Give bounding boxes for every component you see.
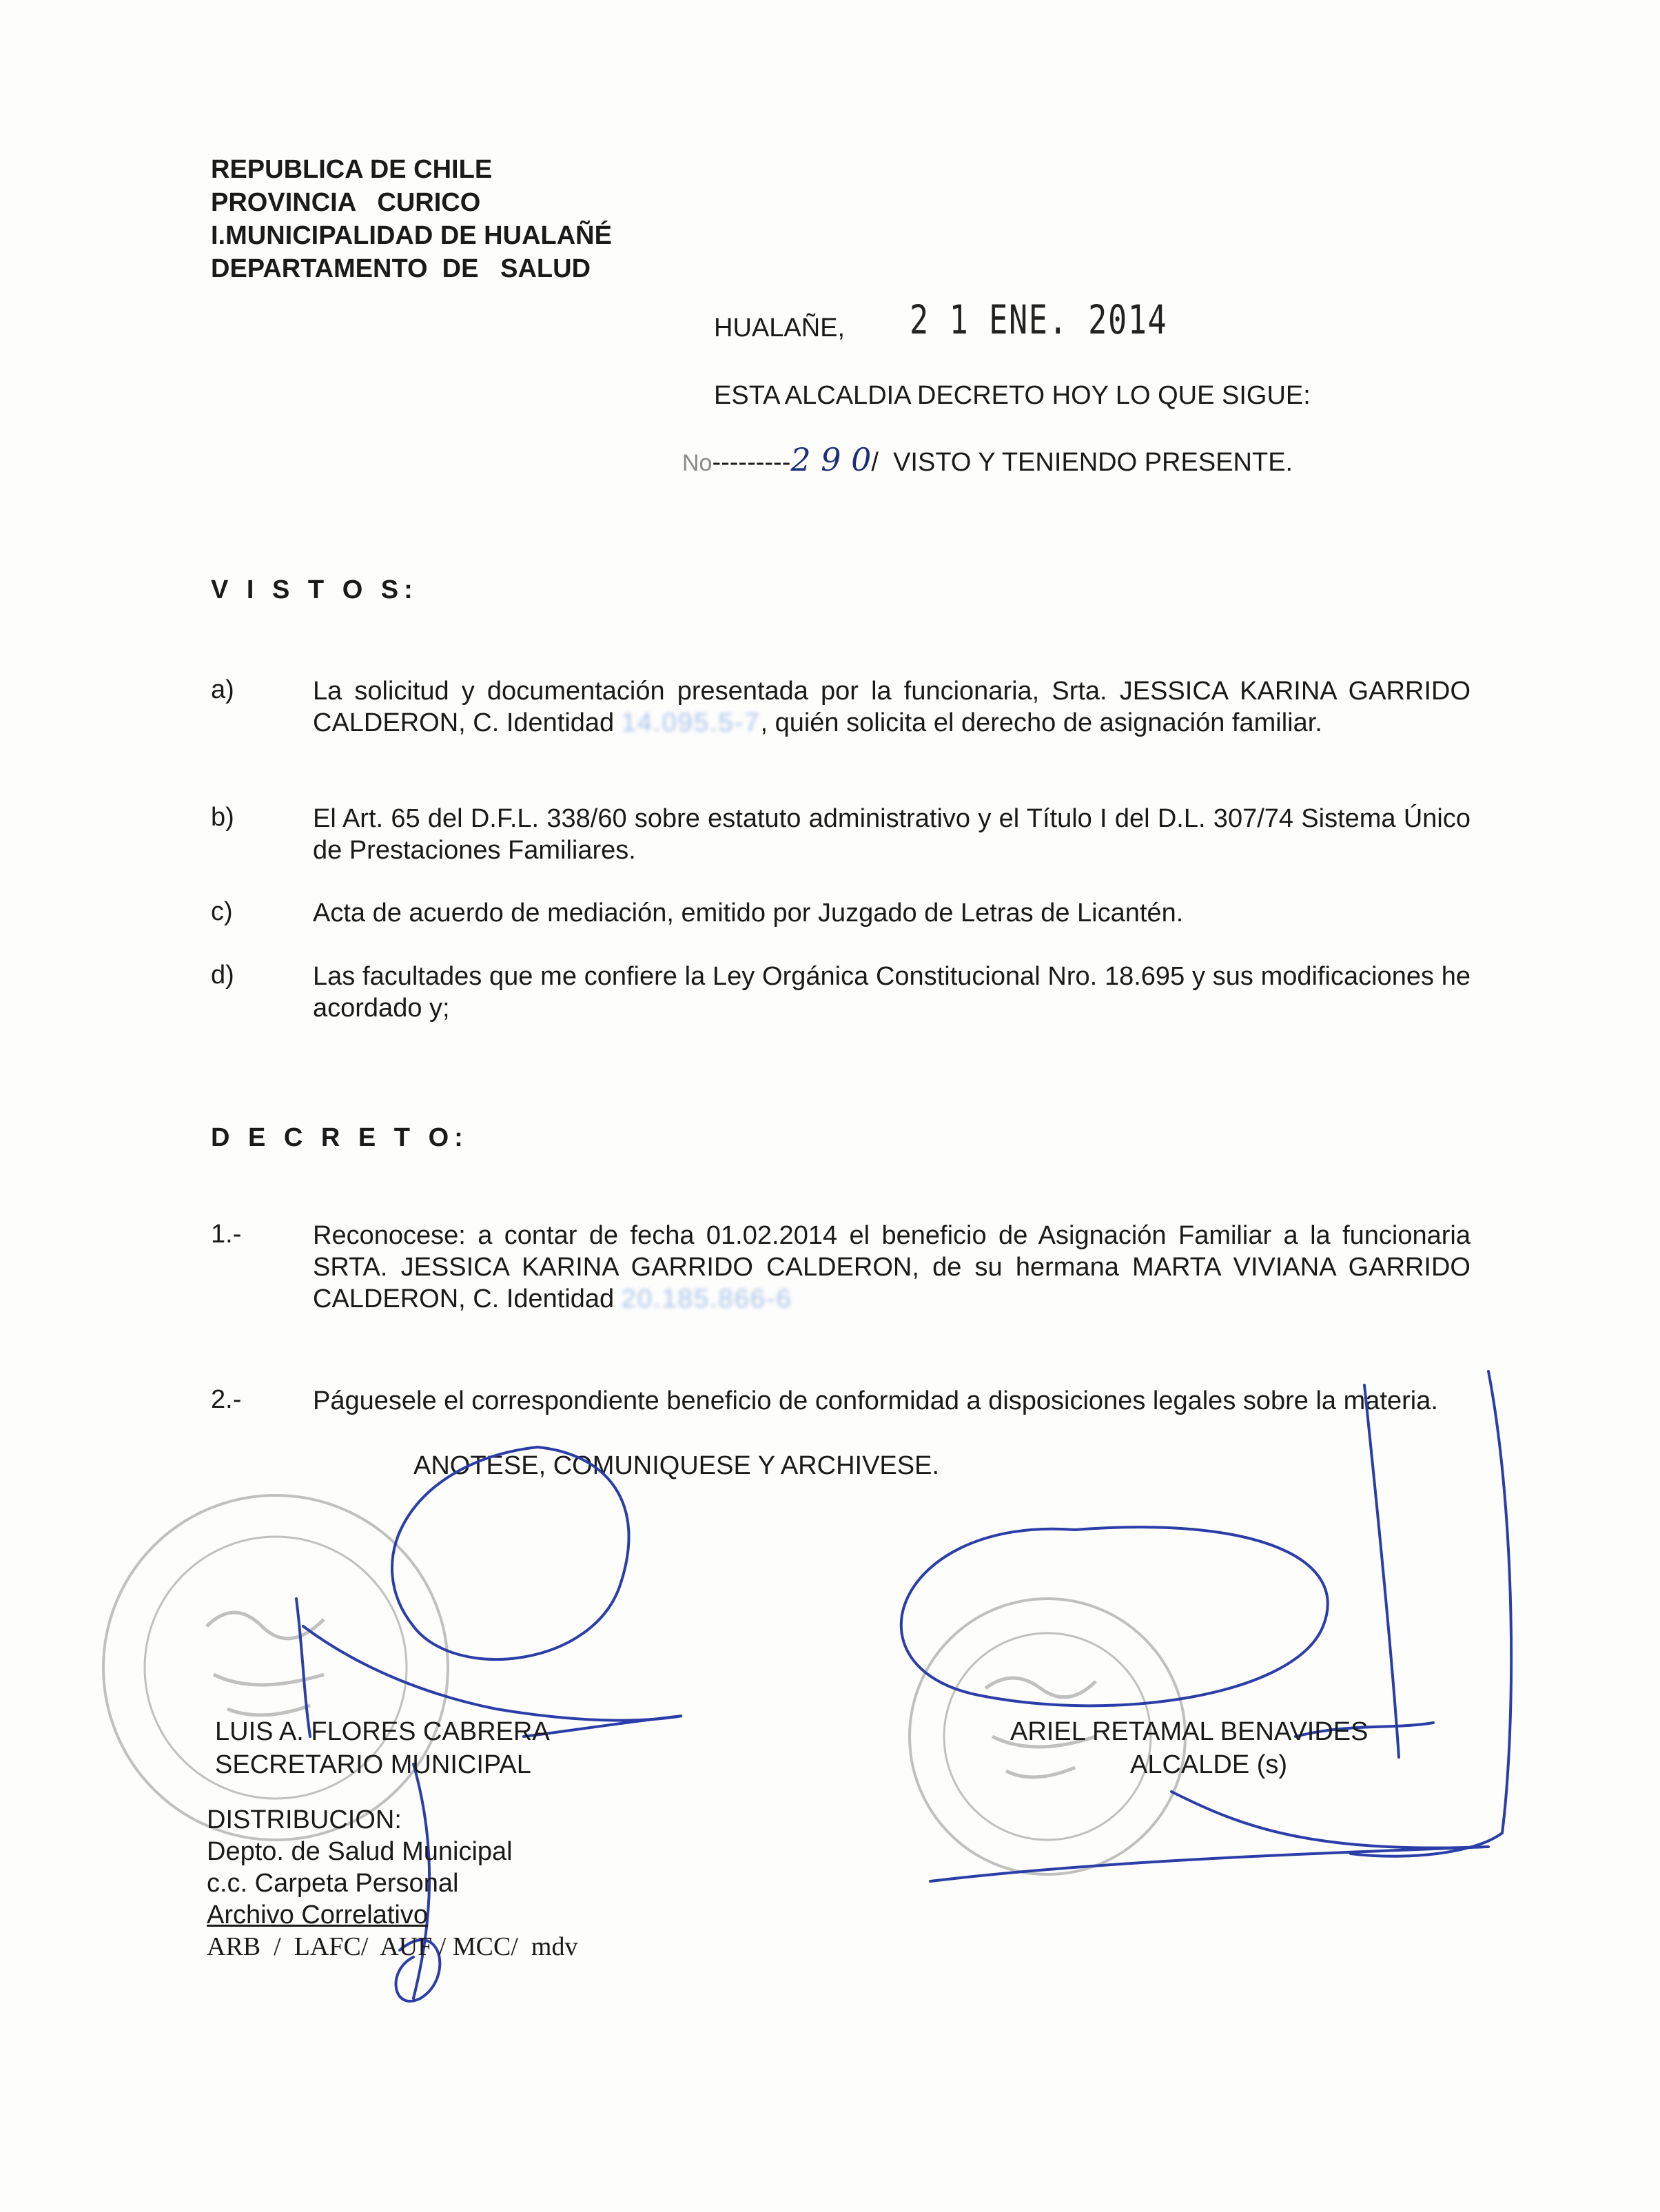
number-line-rest: / VISTO Y TENIENDO PRESENTE. — [871, 448, 1293, 477]
distribution-block — [207, 1804, 577, 1963]
decreto-label-1: 1.- — [211, 1220, 242, 1249]
decree-intro: ESTA ALCALDIA DECRETO HOY LO QUE SIGUE: — [714, 381, 1311, 410]
header-line-department: DEPARTAMENTO DE SALUD — [211, 254, 591, 283]
mayor-signature — [901, 1371, 1511, 1881]
typist-initials: ARB / LAFC/ AUF / MCC/ mdv — [207, 1932, 578, 1961]
date-stamp: 2 1 ENE. 2014 — [910, 296, 1168, 343]
vistos-label-b: b) — [211, 803, 234, 832]
distribution-line-3: Archivo Correlativo — [207, 1901, 428, 1929]
distribution-line-2: c.c. Carpeta Personal — [207, 1869, 459, 1898]
decreto-item-1 — [313, 1220, 1471, 1315]
vistos-label-c: c) — [211, 897, 233, 926]
header-line-province: PROVINCIA CURICO — [211, 188, 481, 217]
redacted-sister-id: 20.185.866-6 — [621, 1284, 792, 1313]
secretary-name: LUIS A. FLORES CABRERA — [215, 1717, 550, 1746]
number-prefix: No — [682, 450, 713, 476]
vistos-item-b: El Art. 65 del D.F.L. 338/60 sobre estatuto administrativo y el Título I del D.L. 307/74 Sistema Único de Prestaciones Familiares. — [313, 804, 1471, 865]
decreto-heading: D E C R E T O: — [211, 1123, 469, 1152]
distribution-heading: DISTRIBUCION: — [207, 1805, 402, 1834]
vistos-heading: V I S T O S: — [211, 575, 418, 604]
vistos-item-c: Acta de acuerdo de mediación, emitido por Juzgado de Letras de Licantén. — [313, 899, 1184, 928]
vistos-label-d: d) — [211, 961, 234, 990]
decreto-item-2: Páguesele el correspondiente beneficio de conformidad a disposiciones legales sobre la materia. — [313, 1386, 1438, 1415]
mayor-name: ARIEL RETAMAL BENAVIDES — [1010, 1717, 1369, 1746]
handwritten-decree-number: 2 9 0 — [790, 441, 872, 478]
decreto-label-2: 2.- — [211, 1385, 242, 1414]
header-line-municipality: I.MUNICIPALIDAD DE HUALAÑÉ — [211, 221, 612, 250]
closing-formula: ANOTESE, COMUNIQUESE Y ARCHIVESE. — [413, 1451, 940, 1480]
vistos-label-a: a) — [211, 675, 234, 704]
vistos-a-text-end: , quién solicita el derecho de asignación familiar. — [760, 708, 1322, 737]
vistos-item-d: Las facultades que me confiere la Ley Orgánica Constitucional Nro. 18.695 y sus modificaciones he acordado y; — [313, 962, 1471, 1023]
decree-number-line — [682, 441, 1293, 478]
mayor-title: ALCALDE (s) — [1130, 1750, 1288, 1779]
secretary-seal — [103, 1495, 448, 1840]
place-label: HUALAÑE, — [714, 314, 846, 342]
vistos-a-text: La solicitud y documentación presentada por la funcionaria, Srta. JESSICA KARINA GARRIDO CALDERON, C. Identidad — [313, 677, 1471, 737]
distribution-line-1: Depto. de Salud Municipal — [207, 1837, 513, 1866]
header-line-republic: REPUBLICA DE CHILE — [211, 155, 493, 184]
decreto-1-text: Reconocese: a contar de fecha 01.02.2014 el beneficio de Asignación Familiar a la funcionaria SRTA. JESSICA KARINA GARRIDO CALDERON, de su hermana MARTA VIVIANA GARRIDO CALDERON, C. Identidad — [313, 1221, 1471, 1313]
redacted-id-number: 14.095.5-7 — [621, 708, 761, 737]
secretary-title: SECRETARIO MUNICIPAL — [215, 1750, 531, 1779]
vistos-item-a — [313, 675, 1471, 739]
document-header — [211, 153, 612, 285]
number-dashes: --------- — [712, 448, 791, 477]
